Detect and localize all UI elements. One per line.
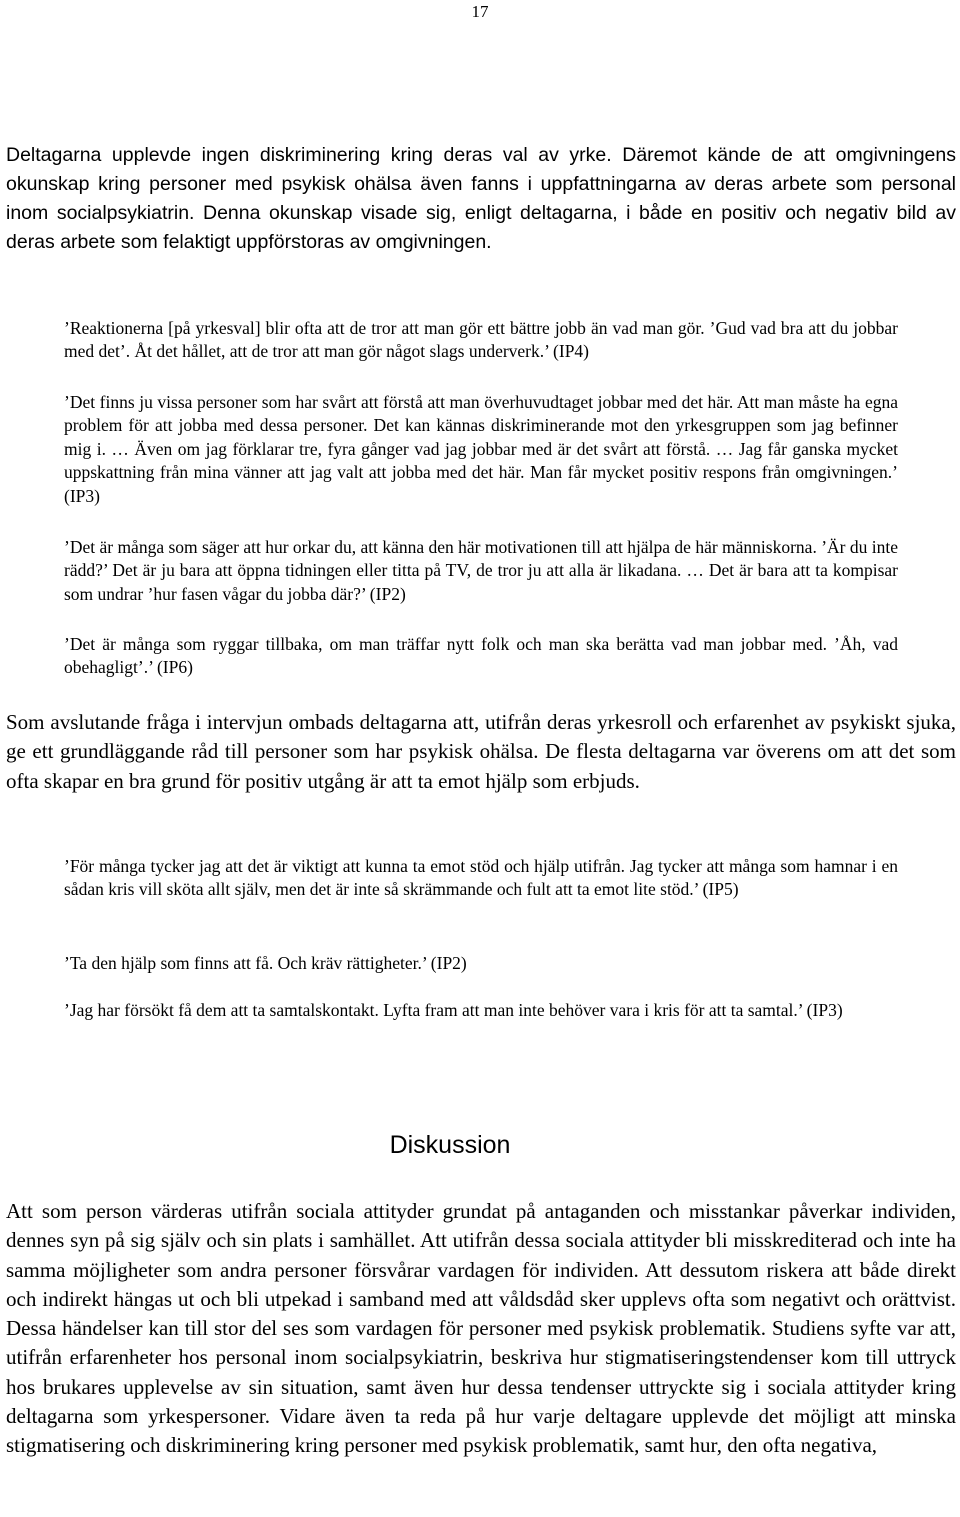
page-number: 17 xyxy=(471,2,489,21)
interview-quote: ’Reaktionerna [på yrkesval] blir ofta att de tror att man gör ett bättre jobb än vad man gör. ’Gud vad bra att du jobbar med det’. Åt det hållet, att de tror att man gör något slags underverk.’ (IP4) xyxy=(64,318,898,362)
interview-quote: ’Jag har försökt få dem att ta samtalskontakt. Lyfta fram att man inte behöver vara i kris för att ta samtal.’ (IP3) xyxy=(64,1000,843,1020)
interview-quote: ’Det är många som säger att hur orkar du, att känna den här motivationen till att hjälpa de här människorna. ’Är du inte rädd?’ Det är ju bara att öppna tidningen eller titta på TV, de tror ju att alla är likadana. … Det är bara att ta kompisar som undrar ’hur fasen vågar du jobba där?’ (IP2) xyxy=(64,537,898,604)
body-paragraph: Deltagarna upplevde ingen diskriminering kring deras val av yrke. Däremot kände de att omgivningens okunskap kring personer med psykisk ohälsa även fanns i uppfattningarna av deras arbete som personal inom socialpsykiatrin. Denna okunskap visade sig, enligt deltagarna, i både en positiv och negativ bild av deras arbete som felaktigt uppförstoras av omgivningen. xyxy=(6,144,956,253)
interview-quote: ’Ta den hjälp som finns att få. Och kräv rättigheter.’ (IP2) xyxy=(64,953,467,973)
body-paragraph: Som avslutande fråga i intervjun ombads deltagarna att, utifrån deras yrkesroll och erfarenhet av psykiskt sjuka, ge ett grundläggande råd till personer som har psykisk ohälsa. De flesta deltagarna var överens om att det som ofta skapar en bra grund för positiv utgång är att ta emot hjälp som erbjuds. xyxy=(6,710,956,793)
body-paragraph: Att som person värderas utifrån sociala attityder grundat på antaganden och misstankar påverkar individen, dennes syn på sig själv och sin plats i samhället. Att utifrån dessa sociala attityder bli misskrediterad och inte ha samma möjligheter som andra personer försvårar vardagen för individen. Att dessutom riskera att både direkt och indirekt hängas ut och bli utpekad i samband med att våldsdåd sker upplevs ofta som negativt och orättvist. Dessa händelser kan till stor del ses som vardagen för personer med psykisk problematik. Studiens syfte var att, utifrån erfarenheter hos personal inom socialpsykiatrin, beskriva hur stigmatiseringstendenser kom till uttryck hos brukares upplevelse av sin situation, samt även hur dessa tendenser uttryckte sig i sociala attityder kring deltagarna som yrkespersoner. Vidare även ta reda på hur varje deltagare upplevde det möjligt att minska stigmatisering och diskriminering kring personer med psykisk problematik, samt hur, den ofta negativa, xyxy=(6,1199,956,1458)
interview-quote: ’Det är många som ryggar tillbaka, om man träffar nytt folk och man ska berätta vad man jobbar med. ’Åh, vad obehagligt’.’ (IP6) xyxy=(64,634,898,678)
interview-quote: ’Det finns ju vissa personer som har svårt att förstå att man överhuvudtaget jobbar med det här. Att man måste ha egna problem för att jobba med dessa personer. Det kan kännas diskriminerande mot den yrkesgruppen som jag befinner mig i. … Även om jag förklarar tre, fyra gånger vad jag jobbar med är det svårt att förstå. … Jag får ganska mycket uppskattning från mina vänner att jag valt att jobba med det här. Man får mycket positiv respons från omgivningen.’ (IP3) xyxy=(64,392,898,506)
section-heading: Diskussion xyxy=(389,1131,511,1159)
interview-quote: ’För många tycker jag att det är viktigt att kunna ta emot stöd och hjälp utifrån. Jag tycker att många som hamnar i en sådan kris vill sköta allt själv, men det är inte så skrämmande och fult att ta emot lite stöd.’ (IP5) xyxy=(64,856,898,900)
